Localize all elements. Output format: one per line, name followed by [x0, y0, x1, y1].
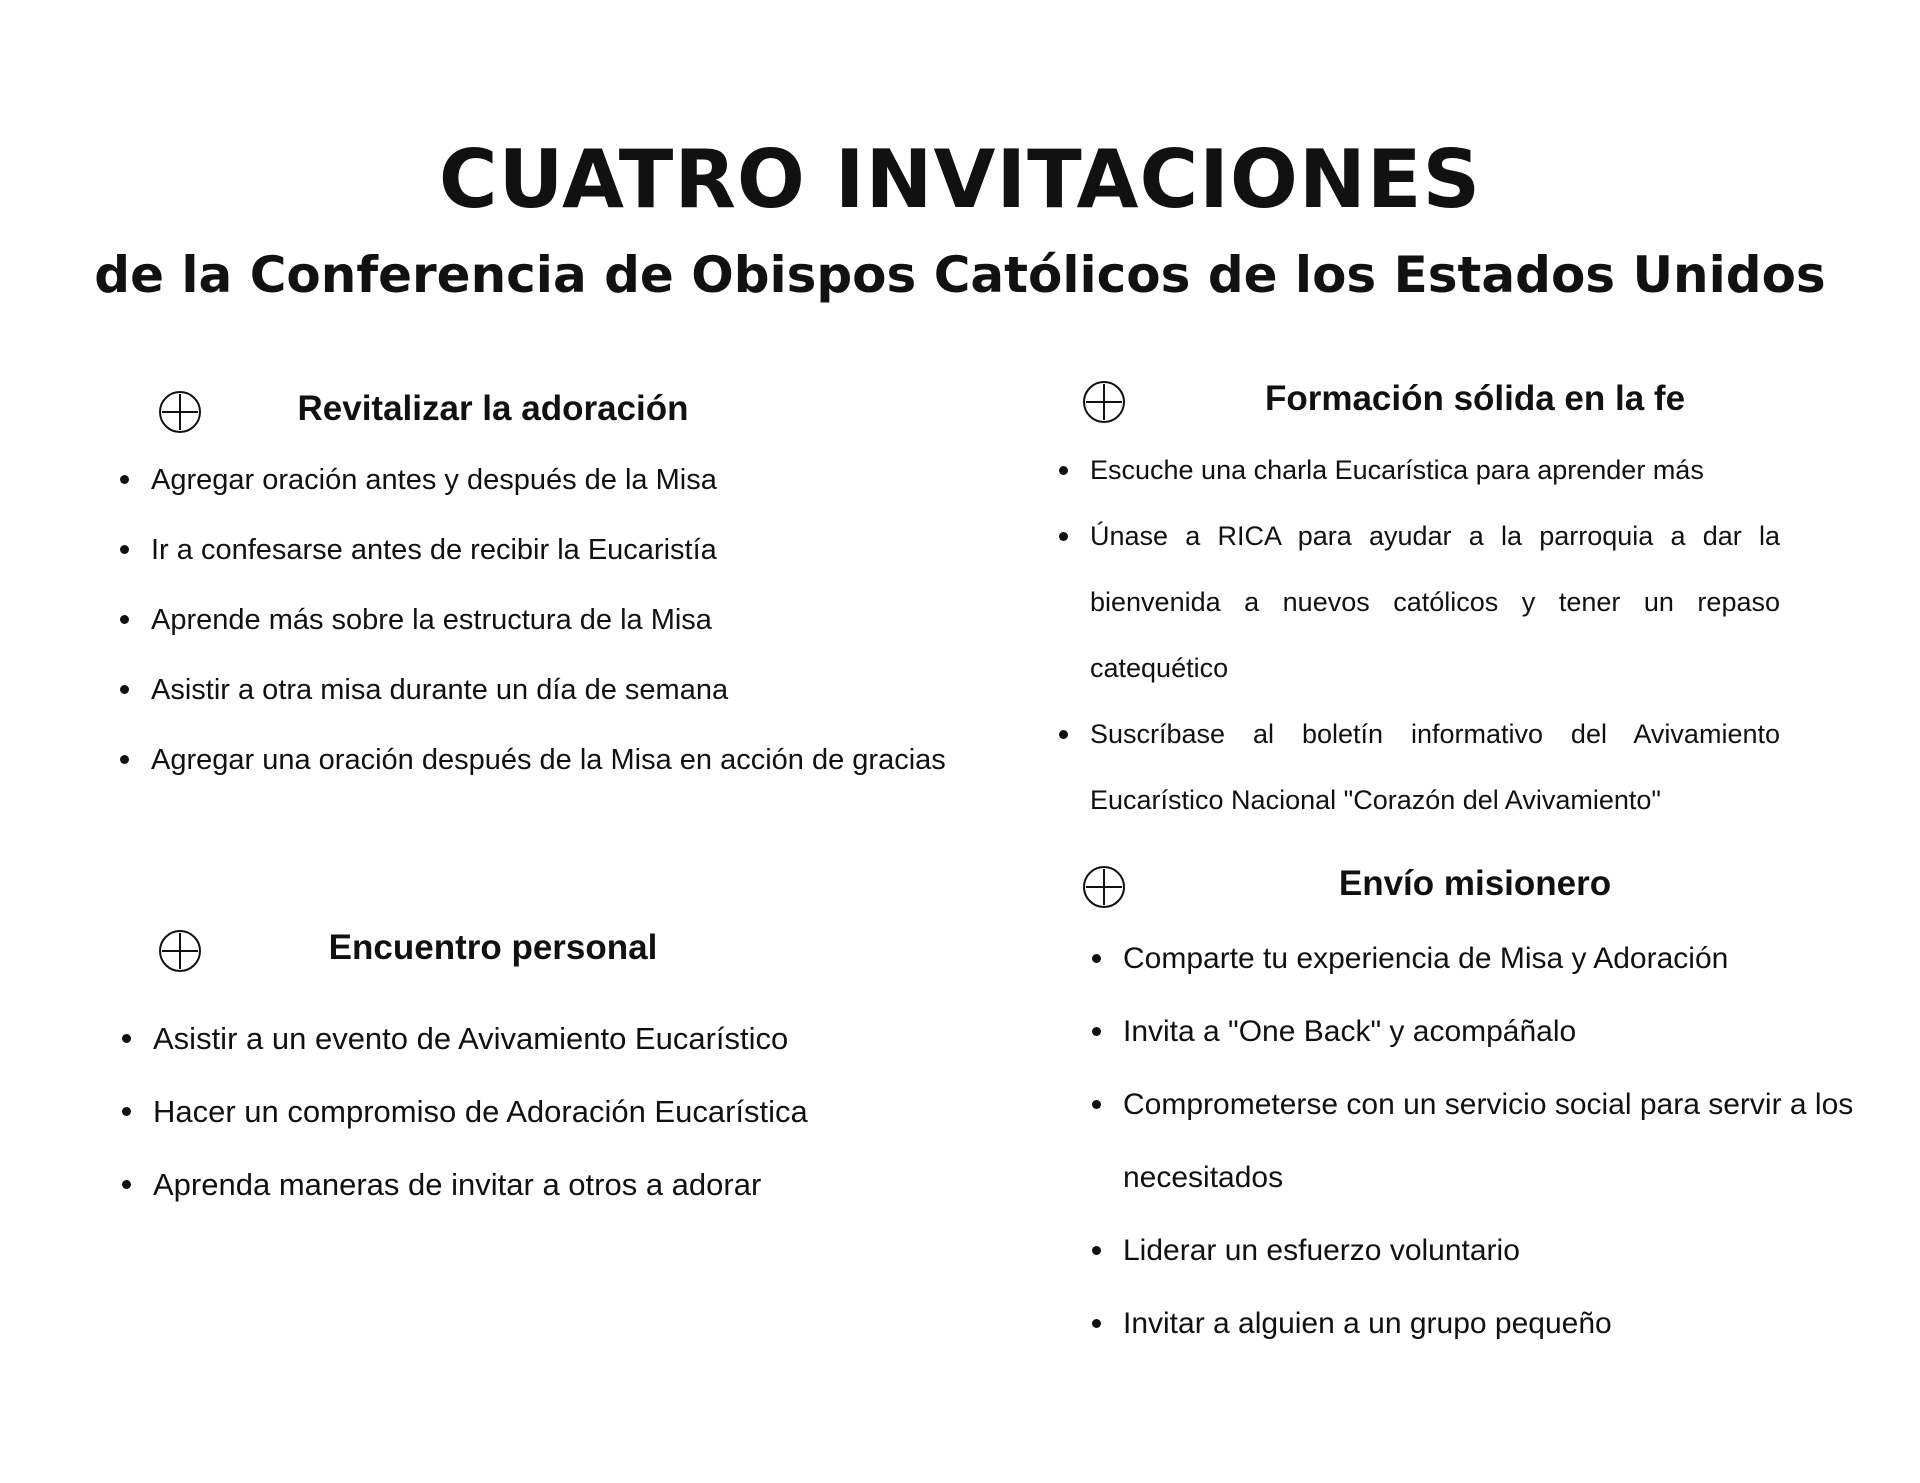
list-item-text: Comprometerse con un servicio social para servir a los necesitados	[1123, 1088, 1854, 1194]
bullet-dot	[120, 475, 129, 484]
section-envio	[1050, 860, 1870, 1340]
bullet-dot	[122, 1107, 131, 1116]
list-item	[153, 1148, 993, 1221]
list-item	[1123, 922, 1868, 995]
bullet-dot	[120, 755, 129, 764]
list-item	[1090, 437, 1780, 503]
section-heading: Encuentro personal	[328, 928, 658, 967]
section-header	[118, 385, 918, 445]
list-item	[153, 1075, 993, 1148]
bullet-dot	[1092, 1319, 1101, 1328]
bullet-dot	[120, 545, 129, 554]
section-header	[1050, 375, 1850, 435]
bullet-dot	[1092, 1246, 1101, 1255]
list-item	[1123, 1214, 1868, 1287]
list-item	[153, 1002, 993, 1075]
list-item	[151, 515, 991, 585]
cross-in-circle-icon	[158, 390, 202, 434]
list-item-text: Invitar a alguien a un grupo pequeño	[1123, 1307, 1612, 1340]
list-item	[1123, 1068, 1868, 1214]
section-revitalizar	[118, 385, 946, 776]
list-item	[1090, 701, 1780, 833]
section-heading: Revitalizar la adoración	[297, 389, 689, 428]
section-encuentro	[118, 924, 918, 1202]
list-item-text: Invita a "One Back" y acompáñalo	[1123, 1015, 1577, 1048]
page-subtitle: de la Conferencia de Obispos Católicos de los Estados Unidos	[94, 246, 1826, 304]
list-item-text: Aprende más sobre la estructura de la Misa	[151, 604, 712, 636]
list-item	[1123, 1287, 1868, 1360]
section-formacion	[1050, 375, 1850, 815]
bullet-dot	[120, 685, 129, 694]
section-header	[118, 924, 918, 984]
page-title: CUATRO INVITACIONES	[438, 133, 1482, 226]
list-item-text: Ir a confesarse antes de recibir la Eucaristía	[151, 534, 717, 566]
list-item-text: Hacer un compromiso de Adoración Eucarística	[153, 1094, 808, 1129]
section-heading: Formación sólida en la fe	[1264, 379, 1686, 418]
list-item	[1090, 503, 1780, 701]
bullet-list	[153, 1002, 993, 1221]
list-item	[1123, 995, 1868, 1068]
list-item-text: Agregar una oración después de la Misa en acción de gracias	[151, 744, 946, 776]
cross-in-circle-icon	[1082, 380, 1126, 424]
section-header	[1050, 860, 1870, 920]
list-item-text: Aprenda maneras de invitar a otros a adorar	[153, 1167, 762, 1202]
bullet-dot	[122, 1034, 131, 1043]
list-item-text: Agregar oración antes y después de la Misa	[151, 464, 717, 496]
list-item-text: Comparte tu experiencia de Misa y Adoración	[1123, 942, 1729, 975]
bullet-dot	[120, 615, 129, 624]
list-item-text: Asistir a un evento de Avivamiento Eucarístico	[153, 1021, 789, 1056]
bullet-dot	[1092, 1027, 1101, 1036]
list-item-text: Únase a RICA para ayudar a la parroquia a dar la bienvenida a nuevos católicos y tener un repaso catequético	[1090, 521, 1780, 683]
list-item-text: Escuche una charla Eucarística para aprender más	[1090, 455, 1704, 485]
list-item	[151, 445, 991, 515]
bullet-list	[1090, 437, 1780, 833]
list-item-text: Liderar un esfuerzo voluntario	[1123, 1234, 1520, 1267]
bullet-dot	[1059, 532, 1068, 541]
bullet-dot	[1059, 730, 1068, 739]
bullet-dot	[1059, 466, 1068, 475]
cross-in-circle-icon	[158, 929, 202, 973]
bullet-list	[1123, 922, 1868, 1360]
bullet-dot	[1092, 954, 1101, 963]
bullet-dot	[122, 1180, 131, 1189]
list-item-text: Asistir a otra misa durante un día de semana	[151, 674, 729, 706]
list-item	[151, 725, 991, 795]
bullet-dot	[1092, 1100, 1101, 1109]
section-heading: Envío misionero	[1338, 864, 1612, 903]
list-item	[151, 655, 991, 725]
list-item-text: Suscríbase al boletín informativo del Avivamiento Eucarístico Nacional "Corazón del Avivamiento"	[1090, 719, 1780, 815]
bullet-list	[151, 445, 991, 795]
cross-in-circle-icon	[1082, 865, 1126, 909]
list-item	[151, 585, 991, 655]
